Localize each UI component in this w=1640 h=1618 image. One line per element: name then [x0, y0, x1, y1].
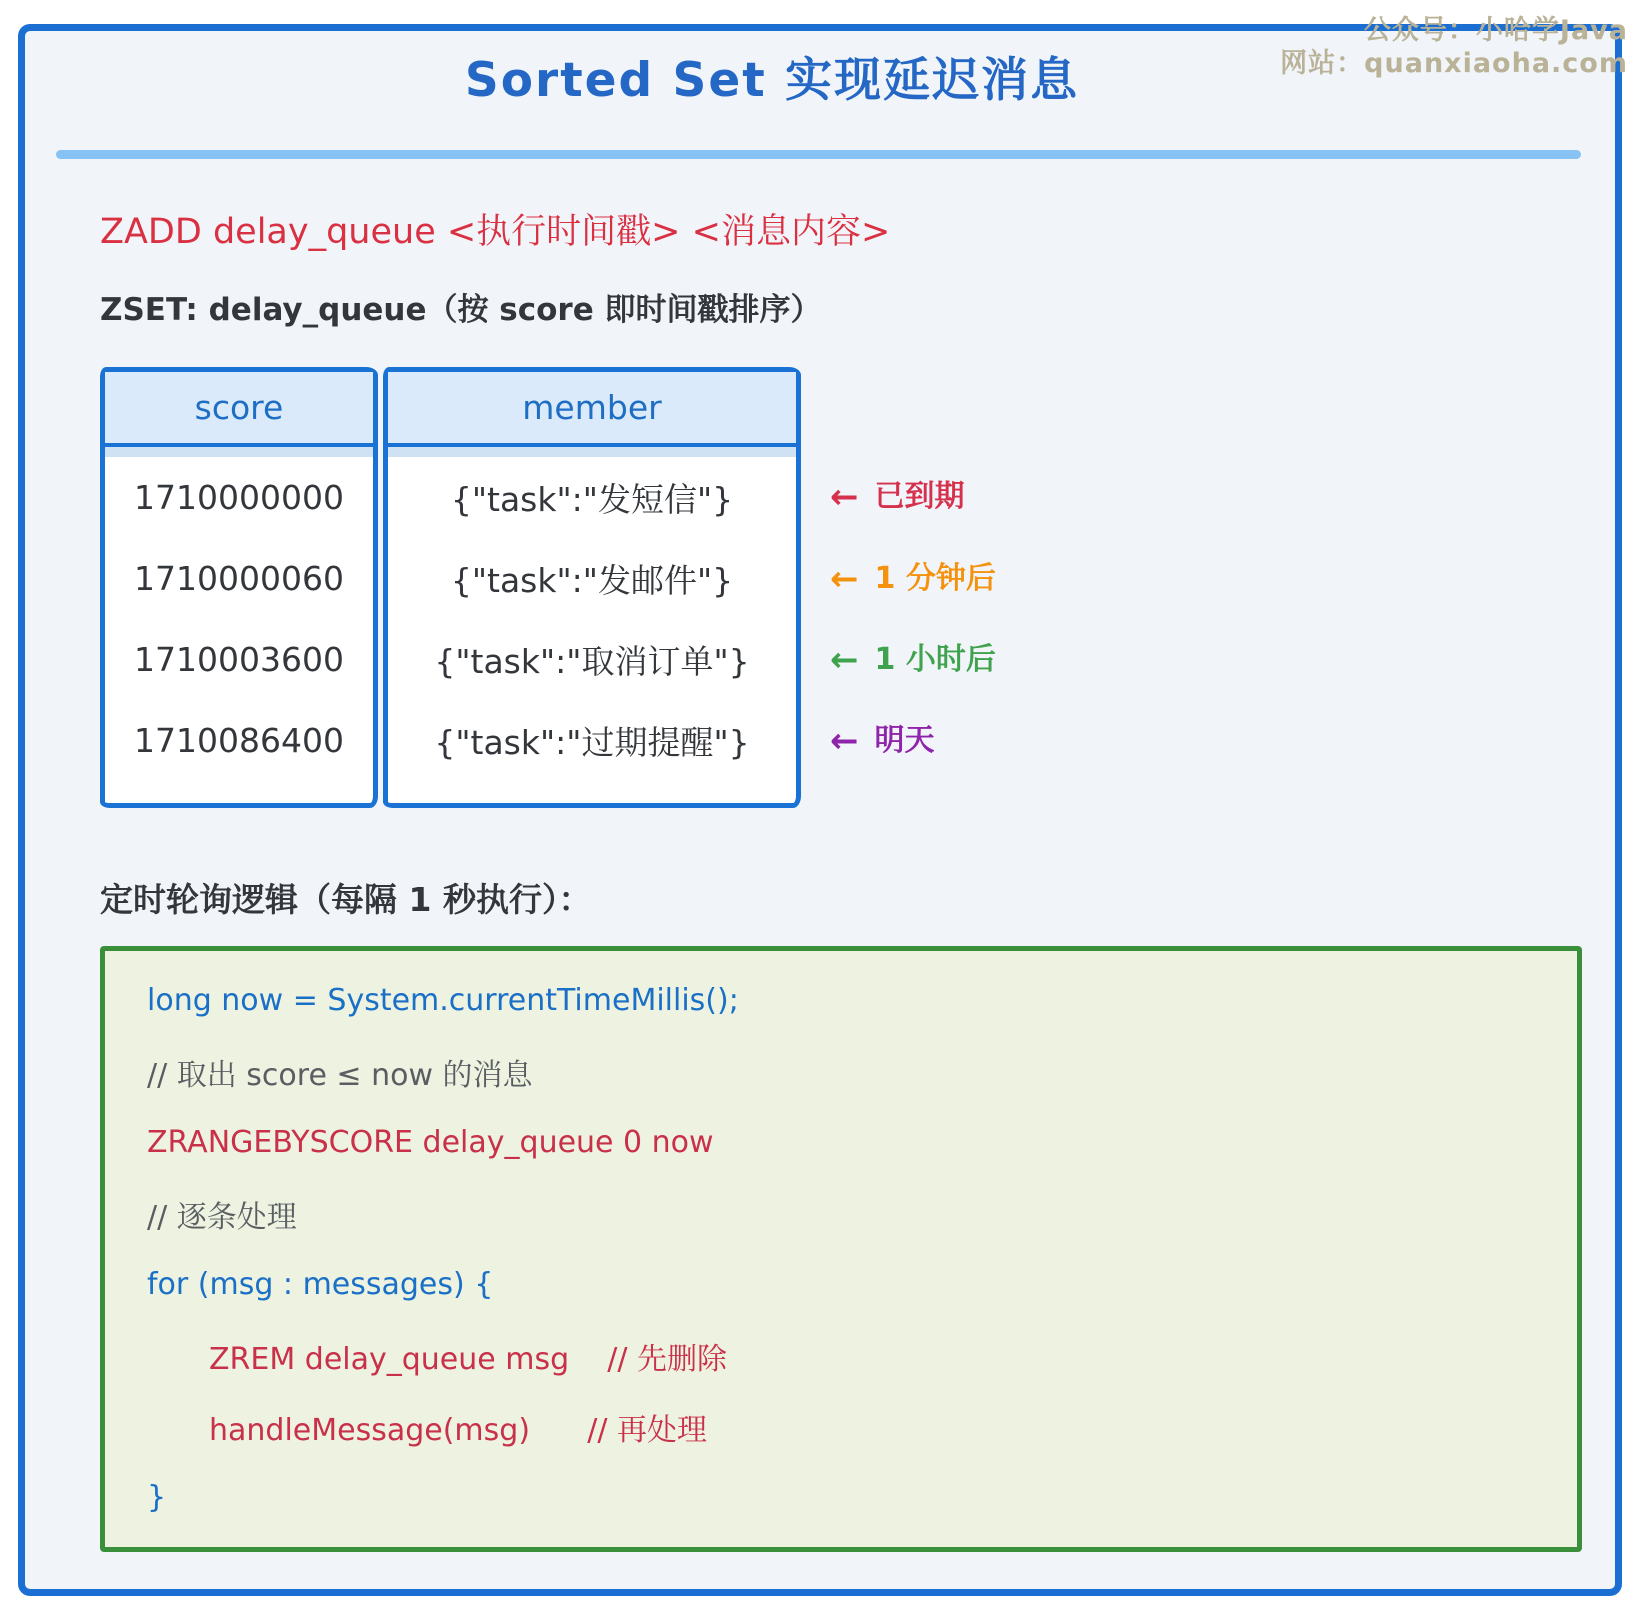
row-annotation-label: 明天: [874, 723, 935, 758]
code-line: ZREM delay_queue msg // 先删除: [209, 1341, 728, 1377]
arrow-left-icon: ←: [830, 559, 859, 599]
table-cell-member: {"task":"过期提醒"}: [434, 723, 750, 762]
table-cell-member: {"task":"发短信"}: [450, 480, 734, 519]
member-column-header: member: [388, 372, 796, 447]
code-line: long now = System.currentTimeMillis();: [147, 983, 739, 1018]
row-annotation: [830, 638, 996, 682]
score-column: [100, 367, 378, 808]
row-annotation: [830, 557, 996, 601]
title-divider: [56, 150, 1581, 159]
code-comment-line: // 取出 score ≤ now 的消息: [147, 1057, 533, 1093]
page-title: Sorted Set 实现延迟消息: [464, 53, 1080, 108]
header-shadow-band: [388, 447, 796, 457]
code-line: for (msg : messages) {: [147, 1267, 494, 1302]
zadd-command-text: ZADD delay_queue <执行时间戳> <消息内容>: [100, 212, 891, 252]
watermark: [1280, 14, 1628, 80]
member-column: [383, 367, 801, 808]
watermark-line-2: 网站：quanxiaoha.com: [1280, 48, 1628, 79]
row-annotation: [830, 475, 965, 519]
row-annotation-label: 已到期: [874, 479, 965, 514]
canvas-frame: [18, 24, 1622, 1596]
arrow-left-icon: ←: [830, 477, 859, 517]
table-cell-score: 1710003600: [134, 640, 344, 679]
score-column-header: score: [105, 372, 373, 447]
table-cell-member: {"task":"发邮件"}: [450, 561, 734, 600]
arrow-left-icon: ←: [830, 640, 859, 680]
table-cell-score: 1710000000: [134, 478, 344, 517]
table-cell-score: 1710086400: [134, 721, 344, 760]
table-cell-score: 1710000060: [134, 559, 344, 598]
score-column-body: [105, 447, 373, 803]
row-annotation-label: 1 小时后: [874, 642, 996, 677]
row-annotation: [830, 719, 935, 763]
row-annotation-label: 1 分钟后: [874, 561, 996, 596]
table-cell-member: {"task":"取消订单"}: [434, 642, 750, 681]
code-line: }: [147, 1480, 167, 1515]
watermark-line-1: 公众号：小哈学Java: [1363, 15, 1628, 46]
code-comment-line: // 逐条处理: [147, 1199, 297, 1235]
arrow-left-icon: ←: [830, 721, 859, 761]
code-block: [100, 946, 1582, 1552]
poll-logic-heading: 定时轮询逻辑（每隔 1 秒执行）：: [100, 880, 592, 919]
member-column-body: [388, 447, 796, 803]
code-line: ZRANGEBYSCORE delay_queue 0 now: [147, 1125, 714, 1160]
zset-caption: ZSET: delay_queue（按 score 即时间戳排序）: [100, 292, 822, 328]
zset-table-zone: [100, 367, 1615, 808]
header-shadow-band: [105, 447, 373, 457]
code-line: handleMessage(msg) // 再处理: [209, 1412, 708, 1448]
